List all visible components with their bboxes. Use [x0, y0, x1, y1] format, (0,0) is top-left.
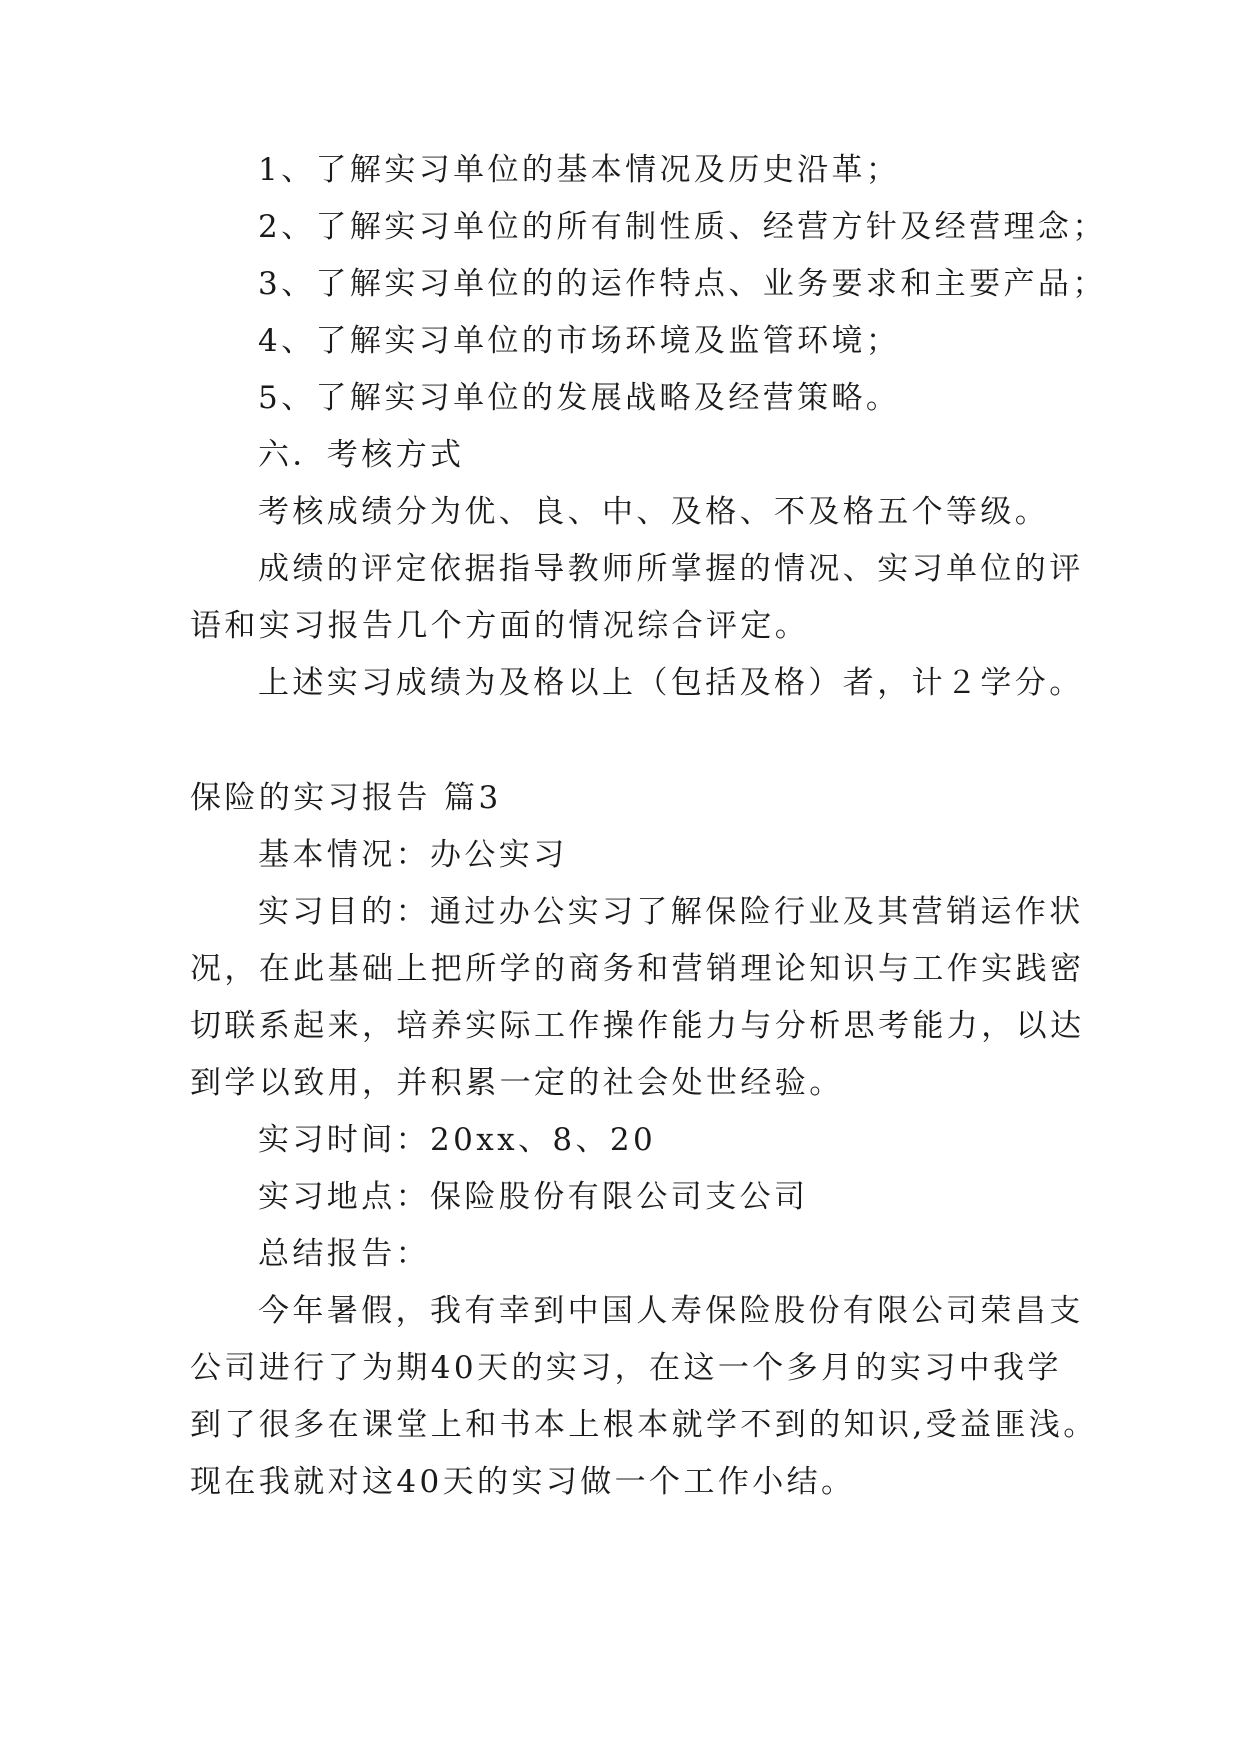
- assessment-grades: 考核成绩分为优、良、中、及格、不及格五个等级。: [258, 494, 1050, 530]
- summary-line-4: 现在我就对这40天的实习做一个工作小结。: [190, 1464, 856, 1500]
- internship-time: 实习时间：20xx、8、20: [258, 1122, 657, 1158]
- summary-line-2: 公司进行了为期40天的实习，在这一个多月的实习中我学: [190, 1350, 1062, 1386]
- assessment-basis-line-2: 语和实习报告几个方面的情况综合评定。: [190, 608, 810, 644]
- list-item-1: 1、了解实习单位的基本情况及历史沿革；: [258, 152, 901, 188]
- basic-info: 基本情况：办公实习: [258, 837, 568, 873]
- summary-line-3: 到了很多在课堂上和书本上根本就学不到的知识,受益匪浅。: [190, 1407, 1098, 1443]
- list-item-5: 5、了解实习单位的发展战略及经营策略。: [258, 380, 901, 416]
- list-item-2: 2、了解实习单位的所有制性质、经营方针及经营理念；: [258, 209, 1107, 245]
- list-item-4: 4、了解实习单位的市场环境及监管环境；: [258, 323, 901, 359]
- purpose-line-3: 切联系起来，培养实际工作操作能力与分析思考能力，以达: [190, 1008, 1085, 1044]
- purpose-line-2: 况，在此基础上把所学的商务和营销理论知识与工作实践密: [190, 951, 1085, 987]
- internship-location: 实习地点：保险股份有限公司支公司: [258, 1179, 809, 1215]
- assessment-basis-line-1: 成绩的评定依据指导教师所掌握的情况、实习单位的评: [258, 551, 1084, 587]
- section-title: 保险的实习报告 篇3: [190, 780, 502, 816]
- assessment-credit: 上述实习成绩为及格以上（包括及格）者，计２学分。: [258, 665, 1084, 701]
- assessment-heading: 六．考核方式: [258, 437, 465, 473]
- summary-label: 总结报告：: [258, 1236, 430, 1272]
- purpose-line-1: 实习目的：通过办公实习了解保险行业及其营销运作状: [258, 894, 1084, 930]
- list-item-3: 3、了解实习单位的的运作特点、业务要求和主要产品；: [258, 266, 1107, 302]
- purpose-line-4: 到学以致用，并积累一定的社会处世经验。: [190, 1065, 844, 1101]
- summary-line-1: 今年暑假，我有幸到中国人寿保险股份有限公司荣昌支: [258, 1293, 1084, 1329]
